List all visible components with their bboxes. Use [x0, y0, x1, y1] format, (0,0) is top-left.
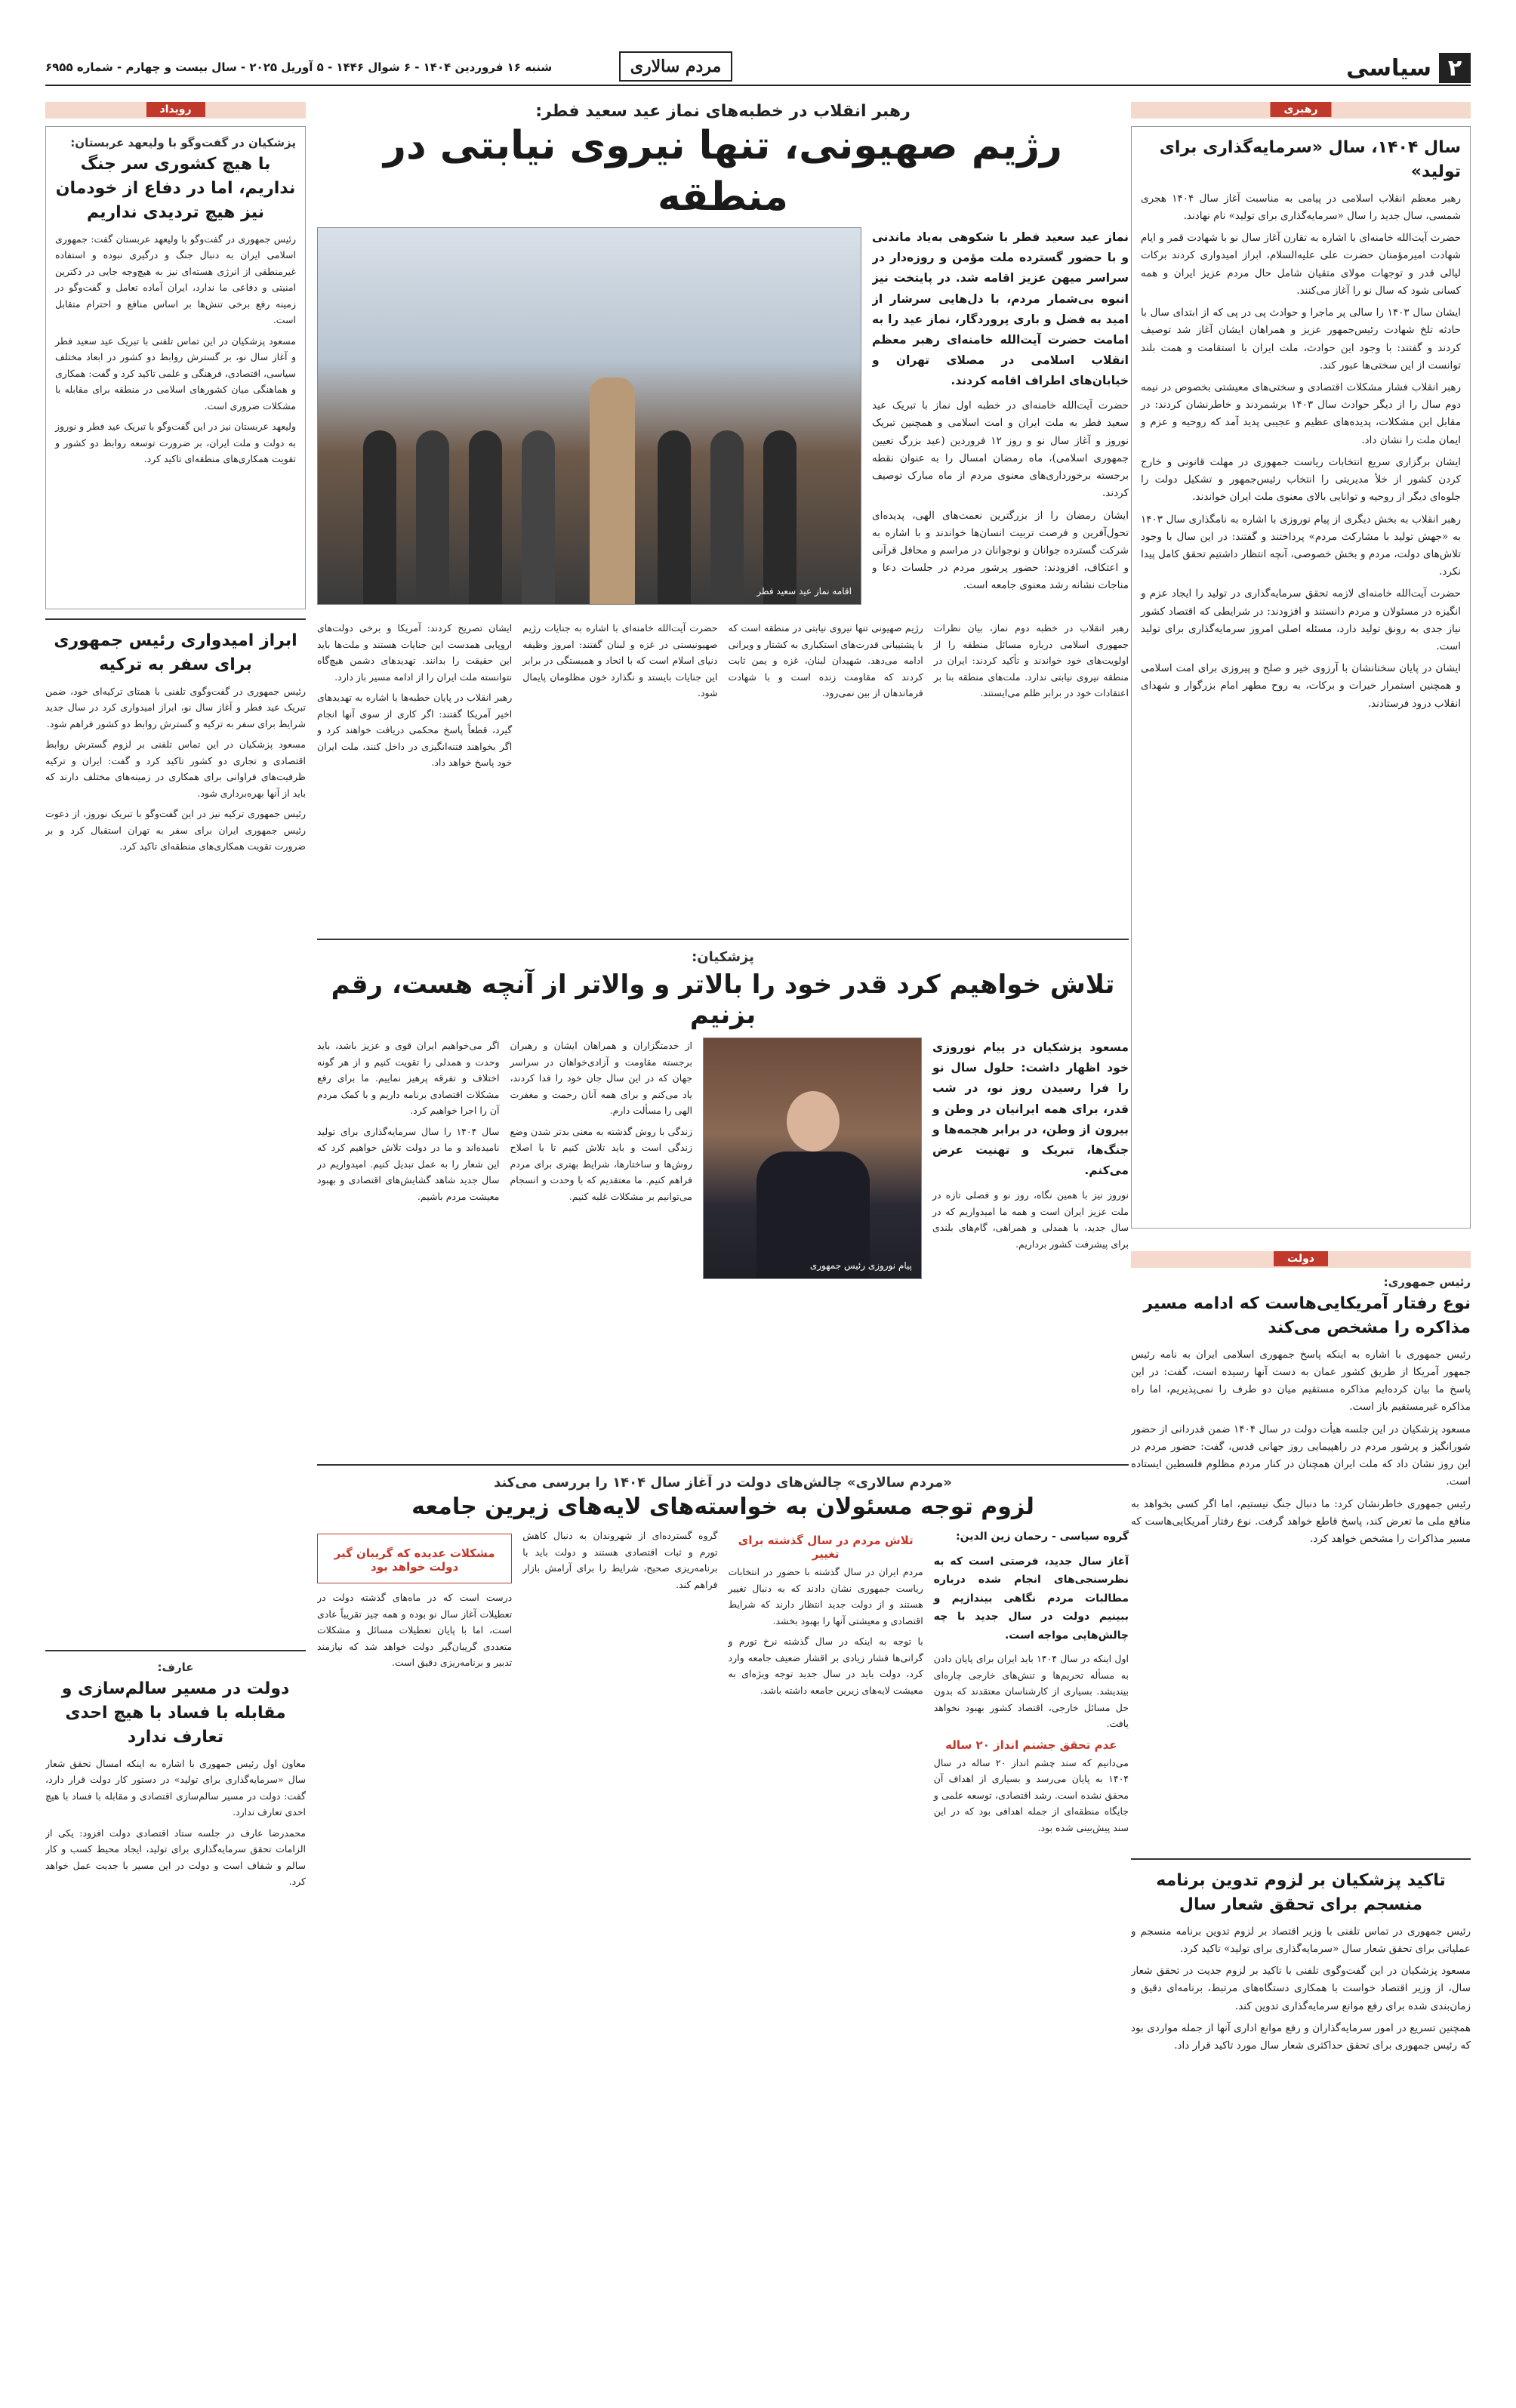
third-paragraph: با توجه به اینکه در سال گذشته نرخ تورم و گرانی‌ها فشار زیادی بر اقشار ضعیف جامعه وارد کرد، دولت باید در سال جدید توجه ویژه‌ای به معیشت لایه‌های زیرین جامعه داشته باشد.: [728, 1636, 923, 1696]
story-overline: عارف:: [157, 1660, 194, 1674]
third-intro: آغاز سال جدید، فرصتی است که به نظرسنجی‌های انجام شده درباره مطالبات مردم نگاهی بیندازیم و ببینیم دولت در سال جدید با چه چالش‌هایی مواجه است.: [933, 1555, 1129, 1642]
story-paragraph: رئیس جمهوری در گفت‌وگوی تلفنی با همتای ترکیه‌ای خود، ضمن تبریک عید فطر و آغاز سال نو، ابراز امیدواری کرد در سال جدید شرایط برای سفر به ترکیه و گسترش روابط دو کشور فراهم شود.: [45, 685, 306, 729]
story-title: نوع رفتار آمریکایی‌هاست که ادامه مسیر مذاکره را مشخص می‌کند: [1143, 1294, 1471, 1337]
lead-paragraph: رهبر انقلاب در پایان خطبه‌ها با اشاره به تهدیدهای اخیر آمریکا گفتند: اگر کاری از سوی آنها انجام گیرد، قطعاً پاسخ محکمی دریافت خواهند کرد و اگر بخواهند فتنه‌انگیزی در داخل کنند، ملت ایران خود پاسخ خواهد داد.: [317, 692, 513, 769]
section-name: سیاسی: [1346, 54, 1431, 82]
third-paragraph: مردم ایران در سال گذشته با حضور در انتخابات ریاست جمهوری نشان دادند که به دنبال تغییر هستند و از دولت جدید انتظار دارند که شرایط اقتصادی و معیشتی آنها را بهبود بخشد.: [728, 1566, 923, 1626]
third-paragraph: می‌دانیم که سند چشم انداز ۲۰ ساله در سال ۱۴۰۴ به پایان می‌رسد و بسیاری از اهداف آن محقق نشده است. رشد اقتصادی، توسعه علمی و جایگاه منطقه‌ای از جمله اهدافی بود که در این سند پیش‌بینی شده بود.: [933, 1756, 1129, 1833]
third-byline: گروه سیاسی - رحمان زین الدین:: [956, 1531, 1129, 1543]
photo-caption: پیام نوروزی رئیس جمهوری: [809, 1260, 912, 1272]
story-paragraph: محمدرضا عارف در جلسه ستاد اقتصادی دولت افزود: یکی از الزامات تحقق سرمایه‌گذاری برای تولید، ایجاد محیط کسب و کار سالم و شفاف است و دولت در این مسیر با جدیت عمل خواهد کرد.: [45, 1827, 306, 1888]
newspaper-logo: مردم سالاری: [619, 51, 732, 82]
second-paragraph: سال ۱۴۰۴ را سال سرمایه‌گذاری برای تولید نامیده‌اند و ما در دولت تلاش خواهیم کرد که این شعار را به عمل تبدیل کنیم. امیدواریم در سال جدید شاهد گشایش‌های اقتصادی و بهبود معیشت مردم باشیم.: [317, 1125, 500, 1202]
photo-figure: [416, 430, 449, 604]
divider: [1131, 1858, 1471, 1860]
page-number: ۲: [1439, 53, 1471, 83]
story-president-us: [1131, 1275, 1471, 1849]
second-title: تلاش خواهیم کرد قدر خود را بالاتر و والاتر از آنچه هست، رقم بزنیم: [331, 970, 1115, 1031]
story-paragraph: ایشان در پایان سخنانشان با آرزوی خیر و صلح و پیروزی برای امت اسلامی و همچنین استمرار خیرات و برکات، به روح مطهر امام بزرگوار و شهدای انقلاب درود فرستادند.: [1141, 662, 1461, 710]
story-paragraph: رئیس جمهوری با اشاره به اینکه پاسخ جمهوری اسلامی ایران به نامه رئیس جمهور آمریکا از طریق کشور عمان به دست آنها رسیده است، گفت: در این پاسخ ما بیان کرده‌ایم مذاکره مستقیم میان دو طرف را نمی‌پذیریم، اما راه مذاکره غیرمستقیم باز است.: [1131, 1348, 1471, 1414]
story-turkey-trip: [45, 629, 306, 1641]
photo-figure: [469, 430, 502, 604]
third-column: [522, 1528, 717, 1840]
photo-figure: [658, 430, 691, 604]
third-overline: «مردم سالاری» چالش‌های دولت در آغاز سال ۱۴۰۴ را بررسی می‌کند: [494, 1475, 952, 1491]
story-paragraph: معاون اول رئیس جمهوری با اشاره به اینکه امسال تحقق شعار سال «سرمایه‌گذاری برای تولید» در دستور کار دولت قرار دارد، گفت: دولت در مسیر سالم‌سازی اقتصادی و مقابله با فساد با هیچ احدی تعارف ندارد.: [45, 1757, 306, 1818]
story-title: دولت در مسیر سالم‌سازی و مقابله با فساد با هیچ احدی تعارف ندارد: [61, 1679, 290, 1747]
lead-paragraph: ایشان رمضان را از بزرگترین نعمت‌های الهی، پدیده‌ای تحول‌آفرین و فرصت تربیت انسان‌ها خواندند و با اشاره به شرکت گسترده جوانان و نوجوانان در مراسم و محافل قرآنی و اعتکاف، افزودند: حضور پرشور مردم در جلسات دعا و مناجات نشانه رشد معنوی جامعه است.: [872, 509, 1129, 592]
second-intro: مسعود پزشکیان در پیام نوروزی خود اظهار داشت: حلول سال نو را فرا رسیدن روز نو، در شب قدر، برای همه ایرانیان در وطن و بیرون از وطن، در برابر هجمه‌ها و جنگ‌ها، تبریک و تهنیت عرض می‌کنم.: [932, 1041, 1129, 1177]
lead-body: [317, 620, 1129, 930]
lead-paragraph-group: [317, 620, 512, 930]
second-photo: [703, 1038, 922, 1279]
lead-overline: رهبر انقلاب در خطبه‌های نماز عید سعید فطر:: [535, 102, 911, 121]
story-title: سال ۱۴۰۴، سال «سرمایه‌گذاری برای تولید»: [1159, 138, 1461, 181]
center-column: [317, 102, 1129, 2337]
lead-title: رژیم صهیونی، تنها نیروی نیابتی در منطقه: [384, 123, 1062, 220]
story-overline: پزشکیان در گفت‌وگو با ولیعهد عربستان:: [70, 136, 296, 150]
portrait-head: [787, 1091, 840, 1152]
story-paragraph: رئیس جمهوری ترکیه نیز در این گفت‌وگو با تبریک نوروز، از دعوت رئیس جمهوری ایران برای سفر به تهران استقبال کرد و بر ضرورت تقویت همکاری‌های منطقه‌ای تاکید کرد.: [45, 808, 306, 853]
story-paragraph: مسعود پزشکیان در این تماس تلفنی با تبریک عید سعید فطر و آغاز سال نو، بر گسترش روابط دو کشور در ابعاد مختلف سیاسی، اقتصادی، فرهنگی و علمی تاکید کرد و گفت: همکاری و هماهنگی میان کشورهای اسلامی در منطقه برای مقابله با مشکلات ضروری است.: [55, 335, 296, 412]
third-body: [317, 1528, 1129, 1840]
second-column: [317, 1038, 500, 1279]
second-column: [510, 1038, 693, 1279]
masthead: [45, 53, 1471, 86]
third-subhead: عدم تحقق جشنم انداز ۲۰ ساله: [945, 1737, 1117, 1752]
kicker-bar: [1131, 1251, 1471, 1268]
third-title: لزوم توجه مسئولان به خواسته‌های لایه‌های زیرین جامعه: [411, 1494, 1034, 1521]
right-column: [1131, 102, 1471, 2337]
lead-top: [317, 227, 1129, 620]
divider: [45, 618, 306, 620]
story-paragraph: همچنین تسریع در امور سرمایه‌گذاران و رفع موانع اداری آنها از جمله مواردی بود که رئیس جمهوری برای تحقق حداکثری شعار سال مورد تاکید قرار داد.: [1131, 2021, 1471, 2052]
photo-figure: [710, 430, 744, 604]
second-paragraph: زندگی با روش گذشته به معنی بدتر شدن وضع زندگی است و باید تلاش کنیم تا با اصلاح روش‌ها و ساختارها، شرایط بهتری برای مردم فراهم کنیم. ما معتقدیم که با وحدت و انسجام می‌توانیم بر مشکلات غلبه کنیم.: [510, 1125, 692, 1202]
lead-paragraph: حضرت آیت‌الله خامنه‌ای با اشاره به جنایات رژیم صهیونیستی در غزه و لبنان گفتند: امروز وظیفه دنیای اسلام است که با اتحاد و همبستگی در برابر این جنایات بایستد و نگذارد خون مظلومان پایمال شود.: [522, 622, 718, 699]
kicker-bar: [45, 102, 306, 119]
second-intro-column: [932, 1038, 1129, 1279]
story-overline: رئیس جمهوری:: [1383, 1275, 1471, 1289]
second-columns: [317, 1038, 692, 1279]
third-subhead: تلاش مردم در سال گذشته برای تغییر: [738, 1534, 914, 1562]
story-paragraph: رهبر انقلاب فشار مشکلات اقتصادی و سختی‌های معیشتی بخصوص در نیمه دوم سال را از دیگر حوادث سال ۱۴۰۳ برشمردند و خاطرنشان کردند: در مقابل این مشکلات، پدیده‌های عظیم و عجیبی پدید آمد که روحیه و عزم و ایمان ملت را نشان داد.: [1141, 381, 1461, 446]
third-paragraph: اول اینکه در سال ۱۴۰۴ باید ایران برای پایان دادن به مسأله تحریم‌ها و تنش‌های خارجی چاره‌ای بیندیشد. بسیاری از کارشناسان معتقدند که بدون حل مسائل خارجی، اقتصاد کشور بهبود نخواهد یافت.: [933, 1653, 1129, 1730]
lead-intro: نماز عید سعید فطر با شکوهی به‌یاد ماندنی و با حضور گسترده ملت مؤمن و روزه‌دار در سراسر میهن عزیز اقامه شد. در پایتخت نیز انبوه بی‌شمار مردم، با دل‌هایی سرشار از امید به فضل و باری پروردگار، نماز عید را به امامت حضرت آیت‌الله خامنه‌ای رهبر معظم انقلاب اسلامی در مصلای تهران و خیابان‌های اطراف اقامه کردند.: [872, 230, 1129, 388]
story-paragraph: رهبر انقلاب به بخش دیگری از پیام نوروزی با اشاره به نامگذاری سال ۱۴۰۳ به «جهش تولید با مشارکت مردم» پرداختند و گفتند: در این سال با وجود تلاش‌های دولت، مردم و بخش خصوصی، آنچه انتظار داشتیم تحقق کامل پیدا نکرد.: [1141, 513, 1461, 578]
lead-intro-column: [872, 227, 1129, 620]
kicker-event: رویداد: [146, 102, 205, 117]
divider: [317, 1464, 1129, 1466]
lead-paragraph: رژیم صهیونی تنها نیروی نیابتی در منطقه است که با پشتیبانی قدرت‌های استکباری به کشتار و ویرانی ادامه می‌دهد. شهیدان لبنان، غزه و یمن ثابت کردند که مقاومت زنده است و با شهادت فرماندهان از بین نمی‌رود.: [728, 622, 923, 699]
divider: [45, 1650, 306, 1651]
third-sidebar-box: [317, 1534, 512, 1583]
third-column: [317, 1528, 512, 1840]
third-column: [729, 1528, 923, 1840]
photo-caption: اقامه نماز عید سعید فطر: [756, 586, 852, 597]
section-header: [1346, 53, 1471, 83]
story-paragraph: مسعود پزشکیان در این تماس تلفنی بر لزوم گسترش روابط اقتصادی و تجاری دو کشور تاکید کرد و گفت: ایران و ترکیه ظرفیت‌های فراوانی برای همکاری در زمینه‌های مختلف دارند که باید از آنها بهره‌برداری شود.: [45, 738, 306, 799]
second-body: [317, 1038, 1129, 1279]
story-slogan-of-year: [1131, 126, 1471, 1229]
story-title: ابراز امیدواری رئیس جمهوری برای سفر به ترکیه: [54, 631, 297, 674]
kicker-bar: [1131, 102, 1471, 119]
lead-paragraph: رهبر انقلاب در خطبه دوم نماز، بیان نظرات جمهوری اسلامی درباره مسائل منطقه را از اولویت‌های خود خواندند و تأکید کردند: ایران در منطقه نیروی نیابتی ندارد. ملت‌های منطقه بنا بر اعتقادات خود در برابر ظلم می‌ایستند.: [933, 622, 1129, 699]
story-paragraph: حضرت آیت‌الله خامنه‌ای لازمه تحقق سرمایه‌گذاری در تولید را ایجاد عزم و انگیزه در مسئولان و مردم دانستند و افزودند: در شرایطی که اقتصاد کشور نیاز جدی به رونق تولید دارد، مسئله اصلی امروز سرمایه‌گذاری برای تولید است.: [1141, 587, 1461, 653]
story-pezeshkian-plan: [1131, 1869, 1471, 2292]
story-paragraph: رئیس جمهوری در گفت‌وگو با ولیعهد عربستان گفت: جمهوری اسلامی ایران به دنبال جنگ و درگیری نبوده و استفاده غیرمنطقی از انرژی هسته‌ای نیز به هیچ‌وجه جایی در دکترین امنیتی و دفاعی ما ندارد، ایران آماده تعامل و گفت‌وگو در زمینه رفع برخی تنش‌ها بر اساس منافع و احترام متقابل است.: [55, 233, 296, 326]
second-paragraph: اگر می‌خواهیم ایران قوی و عزیز باشد، باید وحدت و همدلی را تقویت کنیم و از هر گونه اختلاف و تفرقه پرهیز نماییم. ما برای رفع مشکلات اقتصادی برنامه داریم و با کمک مردم آن را اجرا خواهیم کرد.: [317, 1040, 500, 1117]
third-story: [317, 1475, 1129, 2230]
kicker-leadership: رهبری: [1270, 102, 1331, 117]
third-sidebar-title: مشکلات عدیده که گریبان گیر دولت خواهد بود: [334, 1546, 495, 1574]
story-title: تاکید پزشکیان بر لزوم تدوین برنامه منسجم برای تحقق شعار سال: [1156, 1871, 1446, 1914]
story-paragraph: ایشان برگزاری سریع انتخابات ریاست جمهوری در مهلت قانونی و خارج کردن کشور از خلأ مدیریتی را انتخاب رئیس‌جمهور و تشکیل دولت را جلوه‌ای دیگر از روحیه و توانایی بالای معنوی ملت ایران خواندند.: [1141, 455, 1461, 504]
third-paragraph: درست است که در ماه‌های گذشته دولت در تعطیلات آغاز سال نو بوده و همه چیز تقریباً عادی است، اما با پایان تعطیلات مسائل و مشکلات متعددی گریبان‌گیر دولت خواهد شد که نیازمند تدبیر و برنامه‌ریزی دقیق است.: [317, 1592, 513, 1669]
third-paragraph: گروه گسترده‌ای از شهروندان به دنبال کاهش تورم و ثبات اقتصادی هستند و دولت باید با برنامه‌ریزی صحیح، شرایط را برای آرامش بازار فراهم کند.: [522, 1530, 718, 1590]
photo-figure-leader: [590, 378, 635, 604]
second-overline: پزشکیان:: [692, 949, 754, 966]
issue-line: شنبه ۱۶ فروردین ۱۴۰۴ - ۶ شوال ۱۴۴۶ - ۵ آوریل ۲۰۲۵ - سال بیست و چهارم - شماره ۶۹۵۵: [45, 60, 553, 74]
lead-paragraph: ایشان تصریح کردند: آمریکا و برخی دولت‌های اروپایی همدست این جنایات هستند و ملت‌ها باید این حقیقت را بدانند. تهدیدهای دشمن هیچ‌گاه نتوانسته ملت ایران را از ادامه مسیر باز دارد.: [317, 622, 513, 683]
lead-photo: [317, 227, 861, 605]
story-title: با هیچ کشوری سر جنگ نداریم، اما در دفاع از خودمان نیز هیچ تردیدی نداریم: [55, 155, 296, 222]
story-paragraph: مسعود پزشکیان در این جلسه هیأت دولت در سال ۱۴۰۴ ضمن قدردانی از حضور شورانگیز و پرشور مردم در راهپیمایی روز جهانی قدس، گفت: حضور مردم در این روز نشان داد که ملت ایران همچنان در کنار مردم مظلوم فلسطین ایستاده است.: [1131, 1423, 1471, 1488]
second-story: [317, 949, 1129, 1455]
second-paragraph: نوروز نیز با همین نگاه، روز نو و فصلی تازه در ملت عزیز ایران است و همه ما امیدواریم که در سال جدید، با همدلی و همراهی، گام‌های بلندی برای پیشرفت کشور برداریم.: [932, 1189, 1129, 1250]
photo-figure: [763, 430, 797, 604]
story-paragraph: مسعود پزشکیان در این گفت‌وگوی تلفنی با تاکید بر لزوم جدیت در تحقق شعار سال، از وزیر اقتصاد خواست با همکاری دستگاه‌های مرتبط، برنامه‌ای دقیق و زمان‌بندی شده برای رفع موانع سرمایه‌گذاری تدوین کند.: [1131, 1965, 1471, 2012]
story-saudi-call: [45, 126, 306, 609]
divider: [317, 939, 1129, 940]
lead-headline: [317, 102, 1129, 227]
left-column: [45, 102, 306, 2337]
story-paragraph: ولیعهد عربستان نیز در این گفت‌وگو با تبریک عید فطر و نوروز به دولت و ملت ایران، بر ضرورت توسعه روابط دو کشور و تقویت همکاری‌های منطقه‌ای تاکید کرد.: [55, 421, 296, 465]
story-paragraph: حضرت آیت‌الله خامنه‌ای با اشاره به تقارن آغاز سال نو با شهادت قمر و ایام شهادت امیرمؤمنان حضرت علی علیه‌السلام، ابراز امیدواری کردند برکات لیالی قدر و توجهات مولای متقیان شامل حال مردم عزیز ایران و همه کسانی شود که سال نو را آغاز می‌کنند.: [1141, 232, 1461, 297]
story-paragraph: رهبر معظم انقلاب اسلامی در پیامی به مناسبت آغاز سال ۱۴۰۴ هجری شمسی، سال جدید را سال «سرمایه‌گذاری برای تولید» نام نهادند.: [1141, 192, 1461, 222]
third-column: [934, 1528, 1129, 1840]
story-paragraph: رئیس جمهوری خاطرنشان کرد: ما دنبال جنگ نیستیم، اما اگر کسی بخواهد به منافع ملی ما تعرض کند، پاسخ قاطع خواهد گرفت. نوع رفتار آمریکایی‌هاست که مسیر مذاکرات را مشخص خواهد کرد.: [1131, 1497, 1471, 1545]
story-paragraph: ایشان سال ۱۴۰۳ را سالی پر ماجرا و حوادث پی در پی که از ابتدای سال با حادثه تلخ شهادت رئیس‌جمهور عزیز و همراهان ایشان آغاز شد توصیف کردند و گفتند: با وجود این حوادث، ملت ایران با استقامت و همت بلند توانست از این سختی‌ها عبور کند.: [1141, 307, 1461, 372]
second-paragraph: از خدمتگزاران و همراهان ایشان و رهبران برجسته مقاومت و آزادی‌خواهان در سراسر جهان که در این سال جان خود را فدا کردند، یاد می‌کنم و برای همه آنان رحمت و مغفرت الهی را مسألت دارم.: [510, 1040, 692, 1117]
lead-paragraph: حضرت آیت‌الله خامنه‌ای در خطبه اول نماز با تبریک عید سعید فطر به ملت ایران و امت اسلامی و همچنین تبریک نوروز و آغاز سال نو و روز ۱۲ فروردین (عید بزرگ تعیین جمهوری اسلامی)، ماه رمضان امسال را به عنوان نقطه برجسته برخورداری‌های معنوی مردم از ماه مبارک توصیف کردند.: [872, 399, 1129, 500]
story-paragraph: رئیس جمهوری در تماس تلفنی با وزیر اقتصاد بر لزوم تدوین برنامه منسجم و عملیاتی برای تحقق شعار سال «سرمایه‌گذاری برای تولید» تاکید کرد.: [1131, 1925, 1471, 1955]
story-aref: [45, 1660, 306, 2310]
photo-figure: [363, 430, 396, 604]
kicker-government: دولت: [1274, 1251, 1328, 1266]
photo-figure: [522, 430, 555, 604]
